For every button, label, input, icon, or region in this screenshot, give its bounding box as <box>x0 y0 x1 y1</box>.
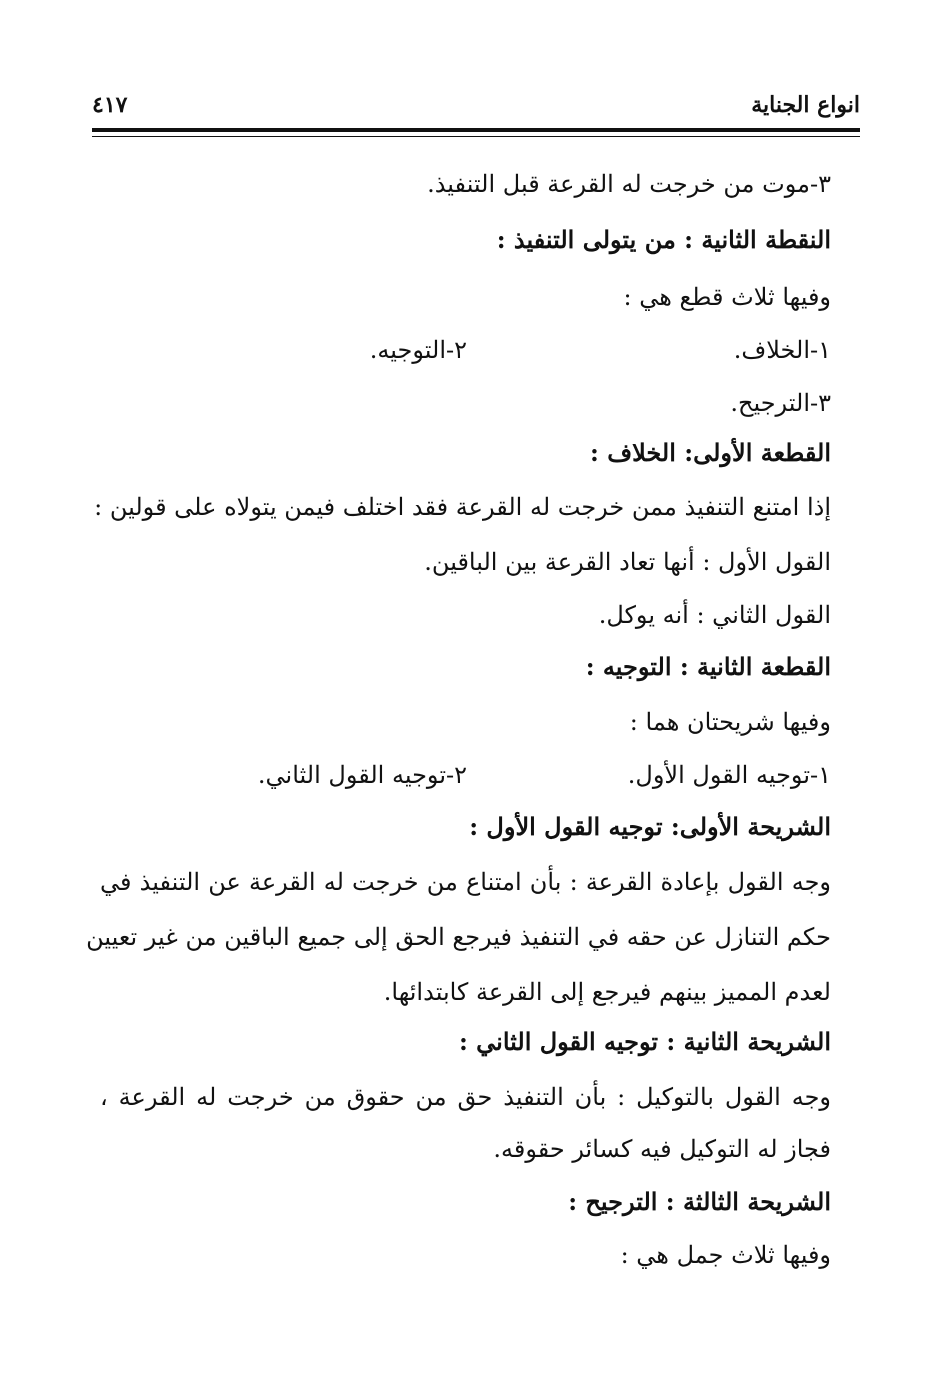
text-line: وفيها شريحتان هما : <box>629 708 831 736</box>
paragraph-line: وجه القول بإعادة القرعة : بأن امتناع من خرجت له القرعة عن التنفيذ في <box>100 868 831 896</box>
section-heading: الشريحة الثالثة : الترجيح : <box>568 1187 831 1216</box>
paragraph-line: حكم التنازل عن حقه في التنفيذ فيرجع الحق إلى جميع الباقين من غير تعيين <box>86 923 831 951</box>
list-item: ٢-التوجيه. <box>369 336 467 364</box>
running-header <box>92 92 860 126</box>
list-item: ١-الخلاف. <box>733 336 831 364</box>
paragraph-line: فجاز له التوكيل فيه كسائر حقوقه. <box>493 1135 831 1163</box>
list-item: ٣-الترجيح. <box>730 389 831 417</box>
section-heading: القطعة الأولى: الخلاف : <box>590 438 831 467</box>
text-line: ٣-موت من خرجت له القرعة قبل التنفيذ. <box>427 170 831 198</box>
list-item: ١-توجيه القول الأول. <box>627 761 831 789</box>
section-heading: القطعة الثانية : التوجيه : <box>585 652 831 681</box>
text-line: وفيها ثلاث قطع هي : <box>623 283 831 311</box>
list-item: ٢-توجيه القول الثاني. <box>257 761 467 789</box>
paragraph-line: إذا امتنع التنفيذ ممن خرجت له القرعة فقد اختلف فيمن يتولاه على قولين : <box>94 493 831 521</box>
section-heading: الشريحة الأولى: توجيه القول الأول : <box>469 812 831 841</box>
section-heading: النقطة الثانية : من يتولى التنفيذ : <box>496 225 831 254</box>
text-line: وفيها ثلاث جمل هي : <box>620 1241 831 1269</box>
text-line: القول الثاني : أنه يوكل. <box>598 601 831 629</box>
header-rule-thin <box>92 136 860 137</box>
section-heading: الشريحة الثانية : توجيه القول الثاني : <box>458 1027 831 1056</box>
paragraph-line: لعدم المميز بينهم فيرجع إلى القرعة كابتدائها. <box>383 978 831 1006</box>
header-rule-thick <box>92 128 860 132</box>
text-line: القول الأول : أنها تعاد القرعة بين الباقين. <box>424 548 831 576</box>
paragraph-line: وجه القول بالتوكيل : بأن التنفيذ حق من حقوق من خرجت له القرعة ، <box>100 1083 831 1111</box>
chapter-title: انواع الجناية <box>751 92 860 118</box>
page-number: ٤١٧ <box>92 92 128 118</box>
